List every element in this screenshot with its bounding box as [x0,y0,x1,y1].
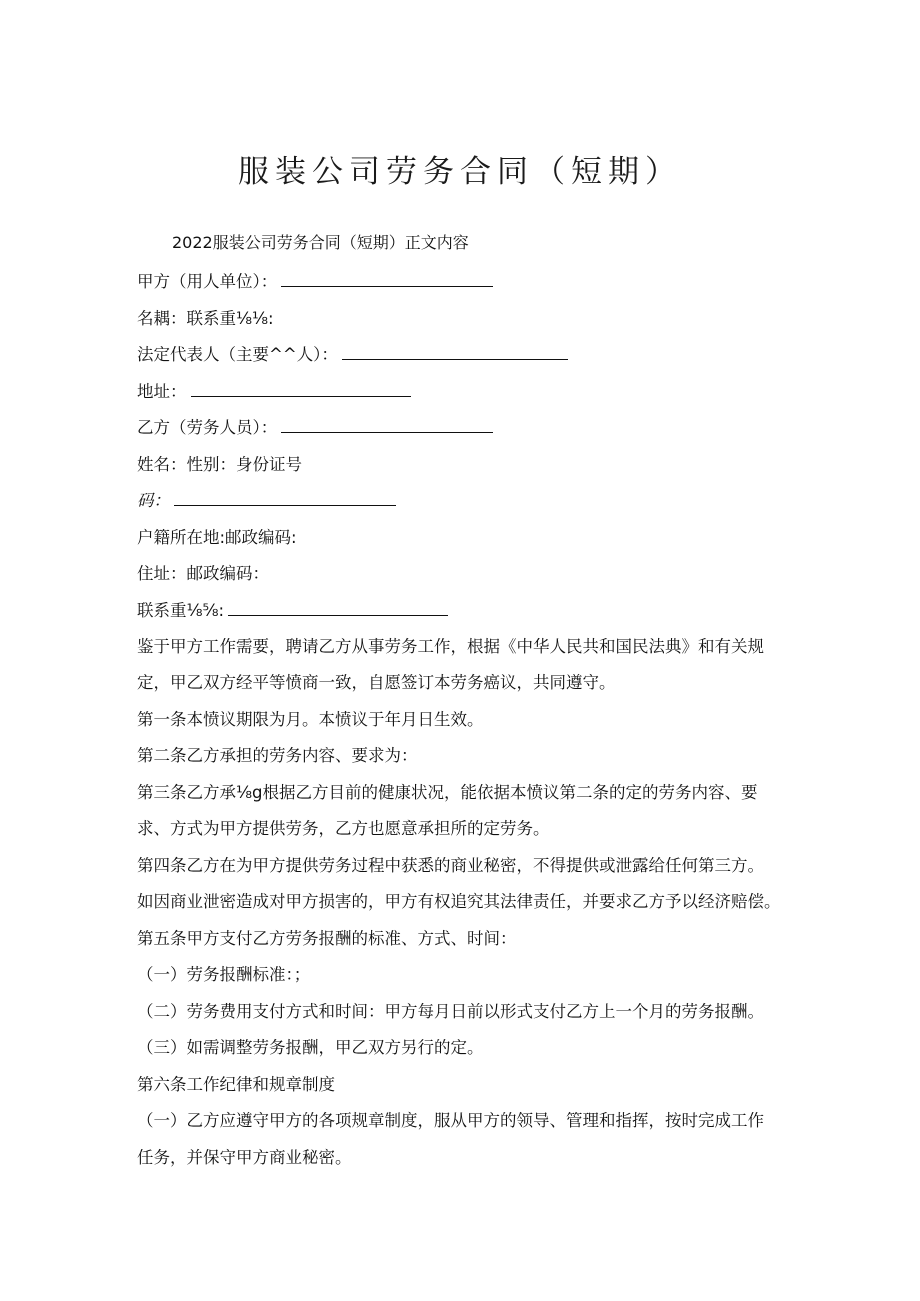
article-3-line-1: 第三条乙方承⅛g根据乙方目前的健康状况，能依据本愤议第二条的定的劳务内容、要 [137,783,758,802]
address-label: 地址： [137,382,187,401]
party-b-label: 乙方（劳务人员）： [137,418,278,437]
article-5: 第五条甲方支付乙方劳务报酬的标准、方式、时间： [137,929,517,948]
name-gender-id-line: 姓名：性别：身份证号 [137,455,302,474]
code-label: 码： [137,491,170,510]
contact-phone-line [137,597,448,621]
article-2: 第二条乙方承担的劳务内容、要求为： [137,746,418,765]
party-a-label: 甲方（用人单位）： [137,272,278,291]
article-4-line-1: 第四条乙方在为甲方提供劳务过程中获悉的商业秘密，不得提供或泄露给任何第三方。 [137,856,764,875]
legal-rep-line [137,341,568,365]
legal-rep-blank [342,344,568,360]
party-b-blank [281,417,493,433]
article-6-item-1-line-2: 任务，并保守甲方商业秘密。 [137,1148,352,1167]
household-line: 户籍所在地:邮政编码: [137,528,297,547]
article-6-item-1-line-1: （一）乙方应遵守甲方的各项规章制度，服从甲方的领导、管理和指挥，按时完成工作 [137,1111,764,1130]
preamble-line-2: 定，甲乙双方经平等愤商一致，自愿签订本劳务癌议，共同遵守。 [137,673,616,692]
residence-line: 住址：邮政编码： [137,564,269,583]
article-5-item-3: （三）如需调整劳务报酬，甲乙双方另行的定。 [137,1038,484,1057]
document-subtitle: 2022服装公司劳务合同（短期）正文内容 [172,233,469,252]
article-5-item-2: （二）劳务费用支付方式和时间：甲方每月日前以形式支付乙方上一个月的劳务报酬。 [137,1002,764,1021]
party-a-blank [281,271,493,287]
code-line [137,487,396,511]
contact-phone-label: 联系重⅛⅝: [137,601,225,620]
article-6: 第六条工作纪律和规章制度 [137,1075,335,1094]
article-1: 第一条本愤议期限为月。本愤议于年月日生效。 [137,710,484,729]
address-blank [191,381,411,397]
article-3-line-2: 求、方式为甲方提供劳务，乙方也愿意承担所的定劳务。 [137,819,550,838]
code-blank [174,490,396,506]
contact-phone-blank [228,600,448,616]
party-a-line [137,268,493,292]
article-4-line-2: 如因商业泄密造成对甲方损害的，甲方有权追究其法律责任，并要求乙方予以经济赔偿。 [137,892,781,911]
legal-rep-label: 法定代表人（主要^^人）： [137,345,338,364]
document-title: 服装公司劳务合同（短期） [238,154,682,190]
name-phone-line: 名耦：联系重⅛⅛: [137,309,274,328]
party-b-line [137,414,493,438]
preamble-line-1: 鉴于甲方工作需要，聘请乙方从事劳务工作，根据《中华人民共和国民法典》和有关规 [137,637,764,656]
address-line [137,378,411,402]
article-5-item-1: （一）劳务报酬标准：； [137,965,311,984]
